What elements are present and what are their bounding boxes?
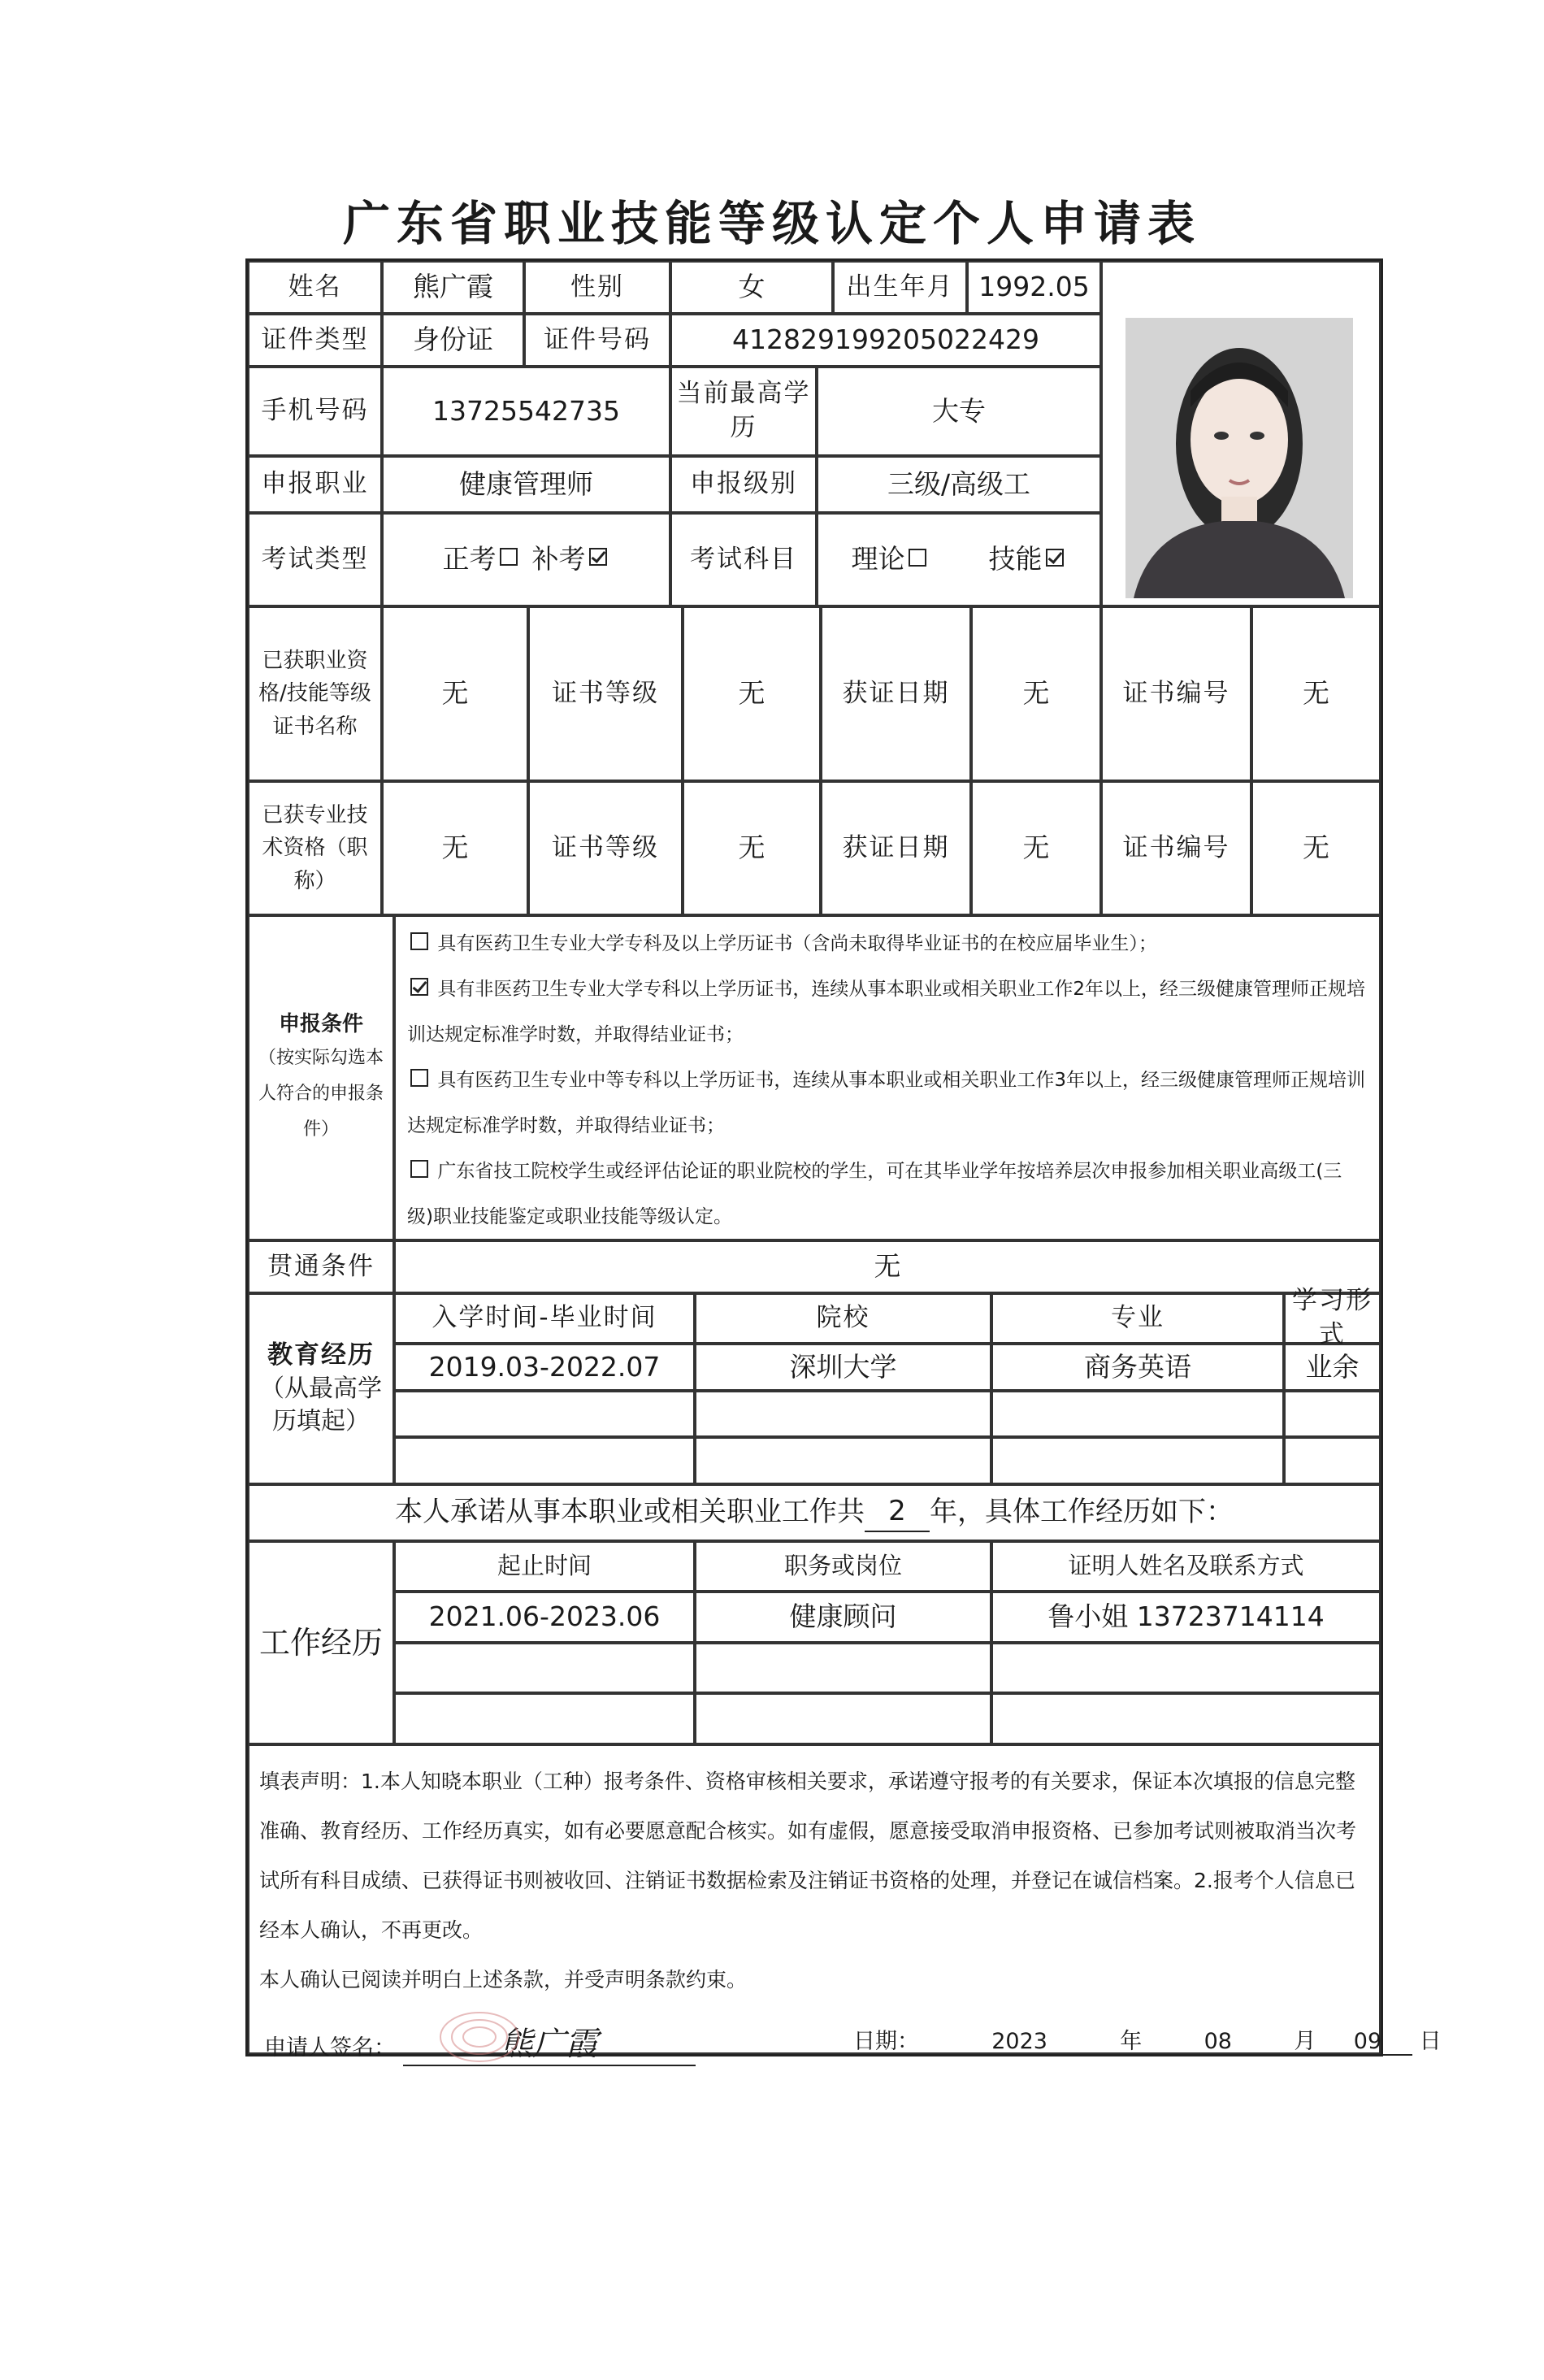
level-value: 三级/高级工 xyxy=(817,456,1101,513)
condition-3-checkbox[interactable] xyxy=(410,1069,428,1087)
declaration-confirm: 本人确认已阅读并明白上述条款，并受声明条款约束。 xyxy=(259,1968,748,1991)
date-month-unit: 月 xyxy=(1294,2029,1316,2054)
work-promise xyxy=(248,1484,1381,1541)
cert1-label: 已获职业资格/技能等级证书名称 xyxy=(248,606,382,781)
through-value: 无 xyxy=(394,1240,1381,1293)
work-row-empty xyxy=(991,1693,1381,1744)
exam-type-label: 考试类型 xyxy=(248,513,382,606)
through-label: 贯通条件 xyxy=(248,1240,394,1293)
cert2-date-label: 获证日期 xyxy=(821,781,971,915)
promise-years: 2 xyxy=(865,1493,930,1532)
date-day: 09 xyxy=(1323,2029,1412,2056)
edu-row-empty xyxy=(991,1437,1284,1484)
cert1-date-label: 获证日期 xyxy=(821,606,971,781)
education-level-label: 当前最高学历 xyxy=(670,367,817,456)
edu-row-empty xyxy=(1284,1437,1381,1484)
edu-row-empty xyxy=(695,1437,991,1484)
edu-header-school: 院校 xyxy=(695,1293,991,1344)
exam-type-options xyxy=(382,513,670,606)
edu-row-school: 深圳大学 xyxy=(695,1344,991,1391)
edu-row-empty xyxy=(695,1391,991,1437)
work-label: 工作经历 xyxy=(248,1541,394,1744)
cert1-no-label: 证书编号 xyxy=(1101,606,1251,781)
cert1-no: 无 xyxy=(1251,606,1381,781)
conditions-label-sub: （按实际勾选本人符合的申报条件） xyxy=(258,1048,384,1140)
work-header-reference: 证明人姓名及联系方式 xyxy=(991,1541,1381,1592)
regular-exam-label: 正考 xyxy=(442,543,497,575)
education-label-main: 教育经历 xyxy=(267,1340,375,1370)
makeup-exam-checkbox[interactable] xyxy=(589,548,607,566)
date-year: 2023 xyxy=(926,2029,1113,2056)
skill-checkbox[interactable] xyxy=(1046,549,1064,567)
work-row-empty xyxy=(695,1643,991,1693)
edu-header-mode: 学习形式 xyxy=(1284,1293,1381,1344)
subject-label: 考试科目 xyxy=(670,513,817,606)
phone-value: 13725542735 xyxy=(382,367,670,456)
work-header-position: 职务或岗位 xyxy=(695,1541,991,1592)
condition-item xyxy=(407,921,1368,966)
conditions-label xyxy=(248,915,394,1240)
condition-3-text: 具有医药卫生专业中等专科以上学历证书，连续从事本职业或相关职业工作3年以上，经三级健康管理师正规培训达规定标准学时数，并取得结业证书； xyxy=(407,1070,1365,1136)
work-row-empty xyxy=(394,1643,695,1693)
regular-exam-checkbox[interactable] xyxy=(500,548,518,566)
work-row-period: 2021.06-2023.06 xyxy=(394,1592,695,1643)
application-form xyxy=(245,258,1442,2063)
cert2-grade-label: 证书等级 xyxy=(528,781,683,915)
date-month: 08 xyxy=(1149,2029,1287,2056)
edu-row-period: 2019.03-2022.07 xyxy=(394,1344,695,1391)
id-no-label: 证件号码 xyxy=(524,314,670,367)
cert1-grade-label: 证书等级 xyxy=(528,606,683,781)
date-label: 日期： xyxy=(853,2029,919,2054)
id-type-value: 身份证 xyxy=(382,314,524,367)
conditions-list xyxy=(396,918,1379,1238)
work-row-reference: 鲁小姐 13723714114 xyxy=(991,1592,1381,1643)
birth-value: 1992.05 xyxy=(967,261,1101,314)
date-area xyxy=(853,2023,1442,2056)
level-label: 申报级别 xyxy=(670,456,817,513)
edu-row-empty xyxy=(1284,1391,1381,1437)
condition-4-checkbox[interactable] xyxy=(410,1160,428,1178)
sign-label: 申请人签名： xyxy=(264,2035,396,2061)
condition-1-text: 具有医药卫生专业大学专科及以上学历证书（含尚未取得毕业证书的在校应届毕业生）； xyxy=(437,933,1157,954)
promise-prefix: 本人承诺从事本职业或相关职业工作共 xyxy=(395,1496,865,1529)
cert2-no: 无 xyxy=(1251,781,1381,915)
gender-value: 女 xyxy=(670,261,833,314)
condition-4-text: 广东省技工院校学生或经评估论证的职业院校的学生，可在其毕业学年按培养层次申报参加相关职业高级工(三级)职业技能鉴定或职业技能等级认定。 xyxy=(407,1161,1342,1227)
phone-label: 手机号码 xyxy=(248,367,382,456)
edu-row-mode: 业余 xyxy=(1284,1344,1381,1391)
theory-checkbox[interactable] xyxy=(909,549,926,567)
cert2-label: 已获专业技术资格（职称） xyxy=(248,781,382,915)
condition-2-text: 具有非医药卫生专业大学专科以上学历证书，连续从事本职业或相关职业工作2年以上，经三级健康管理师正规培训达规定标准学时数，并取得结业证书； xyxy=(407,979,1365,1045)
form-title: 广东省职业技能等级认定个人申请表 xyxy=(342,196,1201,251)
education-level-value: 大专 xyxy=(817,367,1101,456)
skill-label: 技能 xyxy=(988,543,1043,575)
edu-row-empty xyxy=(394,1437,695,1484)
work-header-period: 起止时间 xyxy=(394,1541,695,1592)
edu-header-major: 专业 xyxy=(991,1293,1284,1344)
education-label-sub: （从最高学历填起） xyxy=(260,1374,382,1436)
cert2-name: 无 xyxy=(382,781,528,915)
id-no-value: 412829199205022429 xyxy=(670,314,1101,367)
work-row-empty xyxy=(695,1693,991,1744)
edu-row-empty xyxy=(991,1391,1284,1437)
id-type-label: 证件类型 xyxy=(248,314,382,367)
condition-1-checkbox[interactable] xyxy=(410,932,428,950)
makeup-exam-label: 补考 xyxy=(531,543,586,575)
condition-2-checkbox[interactable] xyxy=(410,978,428,996)
subject-options xyxy=(817,513,1101,606)
cert2-date: 无 xyxy=(971,781,1101,915)
cert1-grade: 无 xyxy=(683,606,821,781)
date-day-unit: 日 xyxy=(1419,2029,1442,2054)
applicant-photo xyxy=(1125,318,1353,598)
gender-label: 性别 xyxy=(524,261,670,314)
condition-item xyxy=(407,1149,1368,1240)
promise-suffix: 年，具体工作经历如下： xyxy=(930,1496,1234,1529)
date-year-unit: 年 xyxy=(1120,2029,1143,2054)
name-value: 熊广霞 xyxy=(382,261,524,314)
edu-header-period: 入学时间-毕业时间 xyxy=(394,1293,695,1344)
edu-row-empty xyxy=(394,1391,695,1437)
condition-item xyxy=(407,966,1368,1058)
birth-label: 出生年月 xyxy=(833,261,967,314)
signature: 熊广霞 xyxy=(403,2018,696,2066)
theory-label: 理论 xyxy=(851,543,905,575)
cert2-no-label: 证书编号 xyxy=(1101,781,1251,915)
cert2-grade: 无 xyxy=(683,781,821,915)
cert1-name: 无 xyxy=(382,606,528,781)
name-label: 姓名 xyxy=(248,261,382,314)
job-label: 申报职业 xyxy=(248,456,382,513)
work-row-empty xyxy=(991,1643,1381,1693)
job-value: 健康管理师 xyxy=(382,456,670,513)
work-row-position: 健康顾问 xyxy=(695,1592,991,1643)
work-row-empty xyxy=(394,1693,695,1744)
fingerprint-icon xyxy=(435,2009,524,2065)
declaration-text: 填表声明：1.本人知晓本职业（工种）报考条件、资格审核相关要求，承诺遵守报考的有关要求，保证本次填报的信息完整准确、教育经历、工作经历真实，如有必要愿意配合核实。如有虚假，愿意接受取消申报资格、已参加考试则被取消当次考试所有科目成绩、已获得证书则被收回、注销证书数据检索及注销证书资格的处理，并登记在诚信档案。2.报考个人信息已经本人确认，不再更改。 xyxy=(259,1770,1357,1942)
education-label xyxy=(248,1293,394,1484)
edu-row-major: 商务英语 xyxy=(991,1344,1284,1391)
conditions-label-main: 申报条件 xyxy=(278,1011,363,1036)
condition-item xyxy=(407,1058,1368,1149)
cert1-date: 无 xyxy=(971,606,1101,781)
